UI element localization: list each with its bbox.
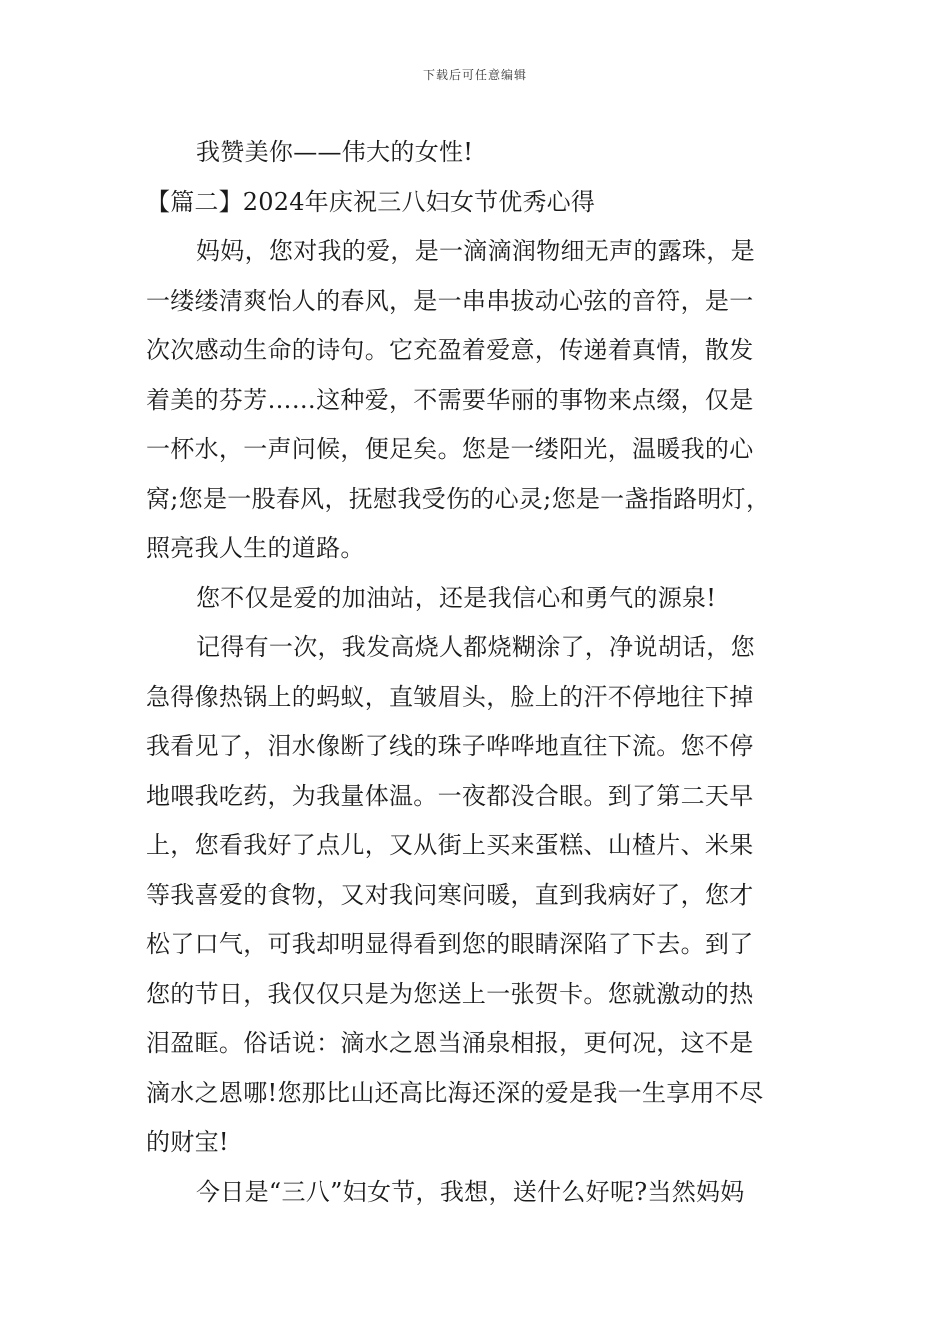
text-line: 泪盈眶。俗话说：滴水之恩当涌泉相报，更何况，这不是 (146, 1029, 754, 1057)
text-line: 妈妈，您对我的爱，是一滴滴润物细无声的露珠，是 (196, 237, 755, 265)
text-line: 我看见了，泪水像断了线的珠子哗哗地直往下流。您不停 (146, 732, 754, 760)
text-line: 一缕缕清爽怡人的春风，是一串串拔动心弦的音符，是一 (146, 286, 754, 315)
text-line: 照亮我人生的道路。 (146, 534, 365, 562)
text-line: 您的节日，我仅仅只是为您送上一张贺卡。您就激动的热 (146, 979, 754, 1008)
text-line: 一杯水，一声问候，便足矣。您是一缕阳光，温暖我的心 (146, 435, 754, 463)
text-line: 次次感动生命的诗句。它充盈着爱意，传递着真情，散发 (146, 336, 754, 364)
document-body (146, 128, 826, 1217)
text-line: 滴水之恩哪!您那比山还高比海还深的爱是我一生享用不尽 (146, 1078, 764, 1107)
text-line: 您不仅是爱的加油站，还是我信心和勇气的源泉! (196, 583, 717, 612)
text-line: 急得像热锅上的蚂蚁，直皱眉头，脸上的汗不停地往下掉 (146, 682, 754, 711)
page-header: 下载后可任意编辑 (422, 68, 527, 82)
text-line: 窝;您是一股春风，抚慰我受伤的心灵;您是一盏指路明灯， (146, 484, 771, 513)
text-line: 今日是“三八”妇女节，我想，送什么好呢?当然妈妈 (196, 1177, 745, 1206)
text-line: 的财宝! (146, 1128, 229, 1156)
text-line: 着美的芬芳……这种爱，不需要华丽的事物来点缀，仅是 (146, 385, 754, 414)
text-line: 等我喜爱的食物，又对我问寒问暖，直到我病好了，您才 (146, 880, 754, 909)
section-title: 【篇二】2024年庆祝三八妇女节优秀心得 (146, 187, 596, 216)
text-line: 地喂我吃药，为我量体温。一夜都没合眼。到了第二天早 (146, 781, 754, 810)
text-line: 我赞美你——伟大的女性! (196, 138, 474, 166)
text-line: 松了口气，可我却明显得看到您的眼睛深陷了下去。到了 (146, 930, 754, 958)
text-line: 上，您看我好了点儿，又从街上买来蛋糕、山楂片、米果 (146, 831, 754, 859)
text-line: 记得有一次，我发高烧人都烧糊涂了，净说胡话，您 (196, 633, 755, 661)
